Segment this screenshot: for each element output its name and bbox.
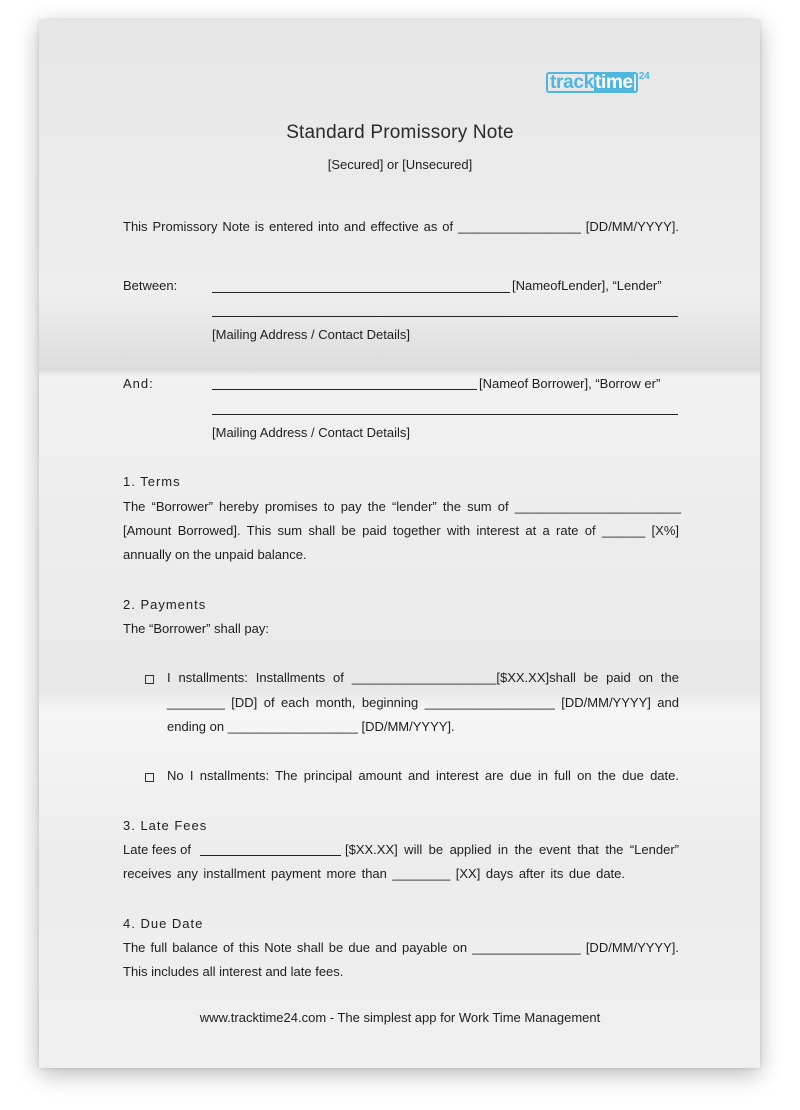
document-subtitle: [Secured] or [Unsecured]: [327, 157, 473, 172]
terms-heading: 1. Terms: [123, 474, 181, 489]
no-installments-text: No I nstallments: The principal amount and interest are due in full on the due date.: [167, 768, 679, 783]
intro-text: This Promissory Note is entered into and effective as of _________________ [DD/MM/YYYY].: [123, 219, 679, 234]
borrower-address-label: [Mailing Address / Contact Details]: [212, 425, 410, 440]
logo-text-time: time: [594, 72, 633, 93]
late-fees-line-2: receives any installment payment more than ________ [XX] days after its due date.: [123, 866, 625, 881]
document-title: Standard Promissory Note: [286, 122, 514, 143]
tracktime24-logo: [546, 72, 649, 94]
logo-superscript: 24: [638, 71, 650, 82]
lender-name-label: [NameofLender], “Lender”: [512, 278, 662, 293]
and-label: And:: [123, 376, 154, 391]
no-installments-checkbox[interactable]: [145, 773, 154, 782]
logo-text-track: track: [550, 72, 594, 93]
terms-line-1: The “Borrower” hereby promises to pay the “lender” the sum of _______________________: [123, 499, 681, 514]
borrower-name-label: [Nameof Borrower], “Borrow er”: [479, 376, 661, 391]
borrower-name-line: [212, 389, 477, 390]
due-date-heading: 4. Due Date: [123, 916, 204, 931]
terms-line-2: [Amount Borrowed]. This sum shall be paid together with interest at a rate of ______ [X%]: [123, 523, 679, 538]
installments-line-2: ________ [DD] of each month, beginning __________________ [DD/MM/YYYY] and: [167, 695, 679, 710]
late-fee-amount-line: [200, 855, 341, 856]
installments-line-3: ending on __________________ [DD/MM/YYYY].: [167, 719, 455, 734]
borrower-address-line: [212, 414, 678, 415]
lender-address-line: [212, 316, 678, 317]
footer-text: www.tracktime24.com - The simplest app for Work Time Management: [199, 1010, 601, 1025]
payments-heading: 2. Payments: [123, 597, 207, 612]
late-fees-line-1-suffix: [$XX.XX] will be applied in the event that the “Lender”: [345, 842, 679, 857]
between-label: Between:: [123, 278, 178, 293]
lender-address-label: [Mailing Address / Contact Details]: [212, 327, 410, 342]
lender-name-line: [212, 292, 510, 293]
installments-checkbox[interactable]: [145, 675, 154, 684]
document-page: [39, 20, 760, 1068]
due-date-line-1: The full balance of this Note shall be due and payable on _______________ [DD/MM/YYYY].: [123, 940, 679, 955]
late-fees-line-1-prefix: Late fees of: [123, 842, 191, 857]
payments-intro: The “Borrower” shall pay:: [123, 621, 269, 636]
late-fees-heading: 3. Late Fees: [123, 818, 208, 833]
due-date-line-2: This includes all interest and late fees.: [123, 964, 344, 979]
installments-line-1: I nstallments: Installments of ____________________[$XX.XX]shall be paid on the: [167, 670, 679, 685]
terms-line-3: annually on the unpaid balance.: [123, 547, 307, 562]
